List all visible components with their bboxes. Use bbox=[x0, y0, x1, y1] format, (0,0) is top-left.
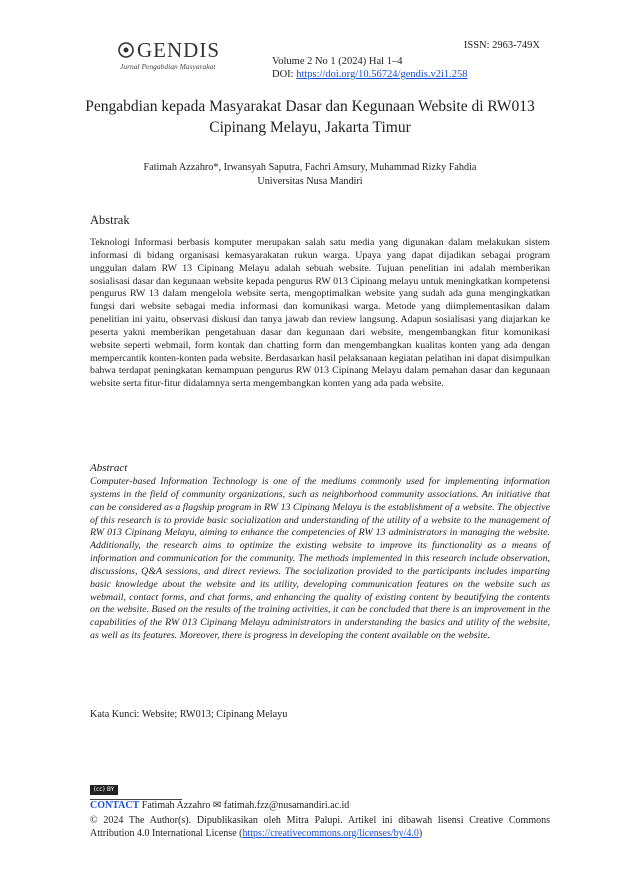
abstrak-heading: Abstrak bbox=[90, 213, 130, 227]
license-link[interactable]: https://creativecommons.org/licenses/by/4.0 bbox=[242, 828, 419, 839]
contact-line bbox=[90, 800, 349, 811]
keywords: Kata Kunci: Website; RW013; Cipinang Melayu bbox=[90, 709, 288, 720]
volume-info bbox=[272, 55, 468, 81]
license-end: ) bbox=[418, 828, 423, 839]
abstrak-text: Teknologi Informasi berbasis komputer merupakan salah satu media yang digunakan dalam melakukan sistem informasi di bidang organisasi kemasyarakatan rukun warga. Upaya yang dapat dijadikan sebagai program unggulan dalam RW 13 Cipinang Melayu adalah sebuah website. Tujuan penelitian ini adalah memberikan sosialisasi dasar dan kegunaan website kepada pengurus RW 013 Cipinang melayu untuk meningkatkan kompetensi pengurus RW 13 dalam mengelola website serta, mengoptimalkan website yang sudah ada guna mengingkatkan fungsi dari website sebagai media informasi dan komunikasi warga. Metode yang diimplementasikan dalam penelitian ini yaitu, observasi diskusi dan tanya jawab dan review langsung. Adapun sosialisasi yang diajarkan ke peserta yakni memberikan pengetahuan dasar dan kegunaan dari website, mengembangkan fitur komunikasi website seperti webmail, form kontak dan chatting form dan mengembangkan kualitas konten yang ada dengan mempercantik konten-konten pada website. Berdasarkan hasil pelaksanaan kegiatan pelatihan ini dapat disimpulkan bahwa terdapat peningkatan kemampuan pengurus RW 013 Cipinang Melayu dalam pemahan dasar dan kegunaan website serta fitur-fitur didalamnya serta mengembangkan konten yang ada pada website. bbox=[90, 237, 550, 390]
logo-subtitle: Jurnal Pengabdian Masyarakat bbox=[120, 62, 216, 71]
abstract-text: Computer-based Information Technology is one of the mediums commonly used for implementing information systems in the field of community organizations, such as neighborhood community associations. An initiative that can be considered as a flagship program in RW 13 Cipinang Melayu is the establishment of a website. The objective of this research is to provide basic socialization and understanding of the utility of a website to the management of RW 013 Cipinang Melayu, aiming to enhance the competencies of RW 13 administrators in managing the website. Additionally, the research aims to optimize the existing website to improve its functionality as a means of information and communication for the community. The methods implemented in this research include observation, discussions, Q&A sessions, and direct reviews. The socialization provided to the participants includes imparting basic knowledge about the website and its utility, developing communication features on the website such as webmail, contact forms, and chat forms, and enhancing the quality of existing content by beautifying the contents on the website. Based on the results of the training activities, it can be concluded that there is an improvement in the capabilities of the RW 013 Cipinang Melayu administrators in understanding the basics and utility of the website, as well as its features. Moreover, there is progress in developing the content available on the website. bbox=[90, 476, 550, 642]
author-block bbox=[80, 161, 540, 189]
logo-emblem-icon bbox=[117, 41, 135, 59]
contact-label: CONTACT bbox=[90, 800, 140, 811]
article-title: Pengabdian kepada Masyarakat Dasar dan Kegunaan Website di RW013 Cipinang Melayu, Jakarta Timur bbox=[85, 98, 535, 136]
volume-text: Volume 2 No 1 (2024) Hal 1–4 bbox=[272, 56, 403, 67]
license-notice bbox=[90, 814, 550, 840]
doi-link[interactable]: https://doi.org/10.56724/gendis.v2i1.258 bbox=[296, 69, 468, 80]
authors: Fatimah Azzahro*, Irwansyah Saputra, Fachri Amsury, Muhammad Rizky Fahdia bbox=[143, 162, 477, 173]
affiliation: Universitas Nusa Mandiri bbox=[257, 176, 363, 187]
contact-text: Fatimah Azzahro ✉ fatimah.fzz@nusamandiri.ac.id bbox=[141, 800, 350, 811]
journal-logo bbox=[117, 38, 247, 78]
doi-label: DOI: bbox=[272, 69, 294, 80]
logo-name: GENDIS bbox=[137, 38, 220, 62]
license-text: © 2024 The Author(s). Dipublikasikan oleh Mitra Palupi. Artikel ini dibawah lisensi Creative Commons Attribution 4.0 International License ( bbox=[90, 815, 550, 839]
issn: ISSN: 2963-749X bbox=[463, 40, 540, 51]
abstract-heading: Abstract bbox=[90, 462, 128, 474]
cc-license-badge[interactable]: (cc) BY bbox=[90, 785, 118, 795]
doi-line bbox=[272, 68, 468, 81]
